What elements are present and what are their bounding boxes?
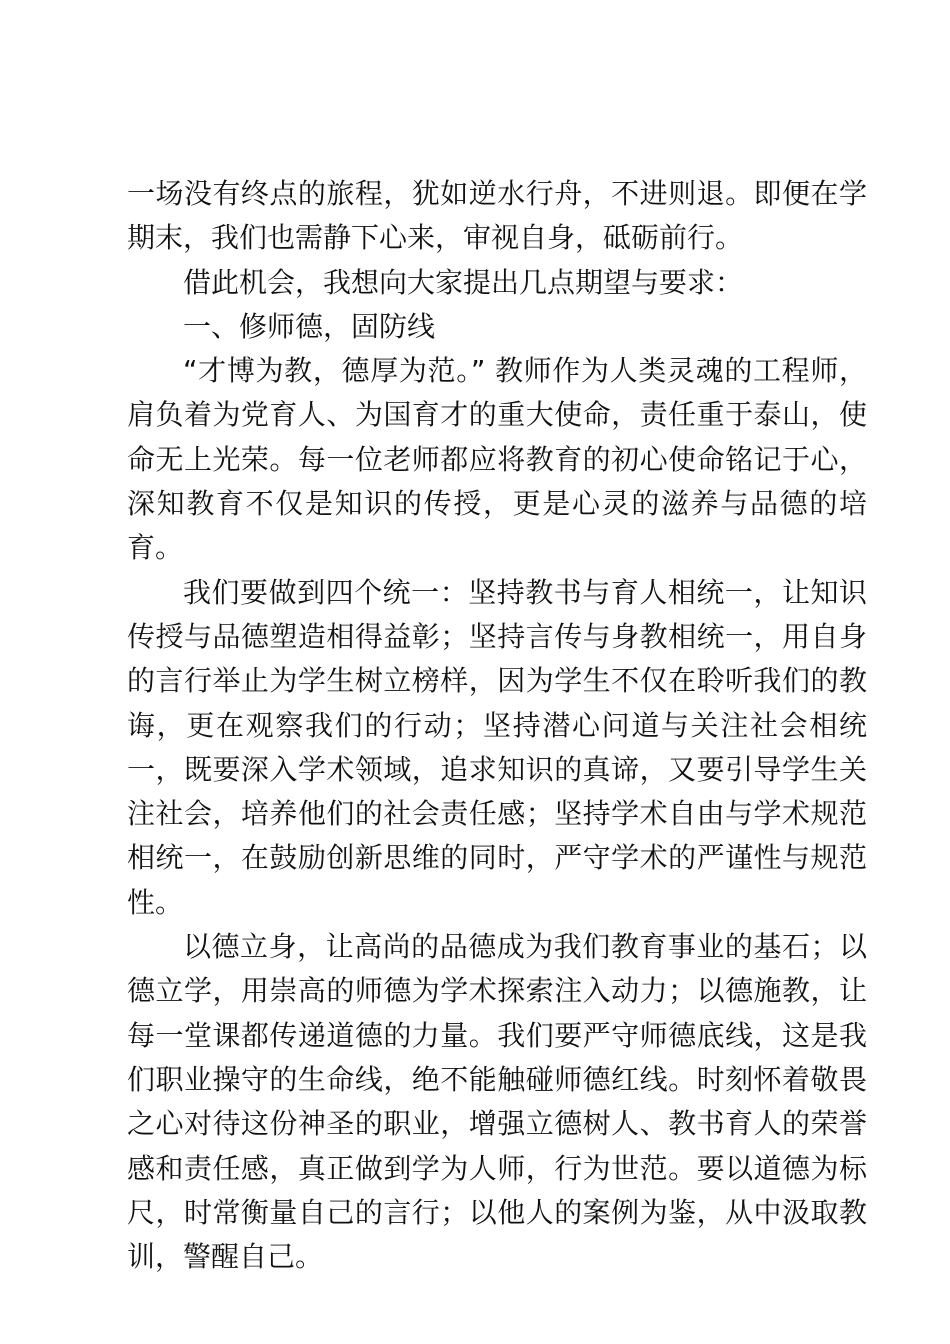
paragraph-quote: “才博为教，德厚为范。” 教师作为人类灵魂的工程师，肩负着为党育人、为国育才的重大使命，责任重于泰山，使命无上光荣。每一位老师都应将教育的初心使命铭记于心，深知教育不仅是知识的传授，更是心灵的滋养与品德的培育。	[127, 354, 867, 565]
paragraph-virtue: 以德立身，让高尚的品德成为我们教育事业的基石；以德立学，用崇高的师德为学术探索注入动力；以德施教，让每一堂课都传递道德的力量。我们要严守师德底线，这是我们职业操守的生命线，绝不能触碰师德红线。时刻怀着敬畏之心对待这份神圣的职业，增强立德树人、教书育人的荣誉感和责任感，真正做到学为人师，行为世范。要以道德为标尺，时常衡量自己的言行；以他人的案例为鉴，从中汲取教训，警醒自己。	[127, 930, 867, 1274]
paragraph-continuation: 一场没有终点的旅程，犹如逆水行舟，不进则退。即便在学期末，我们也需静下心来，审视自身，砥砺前行。	[127, 177, 867, 255]
paragraph-four-unities: 我们要做到四个统一：坚持教书与育人相统一，让知识传授与品德塑造相得益彰；坚持言传与身教相统一，用自身的言行举止为学生树立榜样，因为学生不仅在聆听我们的教诲，更在观察我们的行动；坚持潜心问道与关注社会相统一，既要深入学术领域，追求知识的真谛，又要引导学生关注社会，培养他们的社会责任感；坚持学术自由与学术规范相统一，在鼓励创新思维的同时，严守学术的严谨性与规范性。	[127, 575, 867, 919]
document-body	[127, 172, 867, 1279]
paragraph-intro: 借此机会，我想向大家提出几点期望与要求：	[183, 265, 744, 299]
section-heading: 一、修师德，固防线	[183, 309, 436, 343]
